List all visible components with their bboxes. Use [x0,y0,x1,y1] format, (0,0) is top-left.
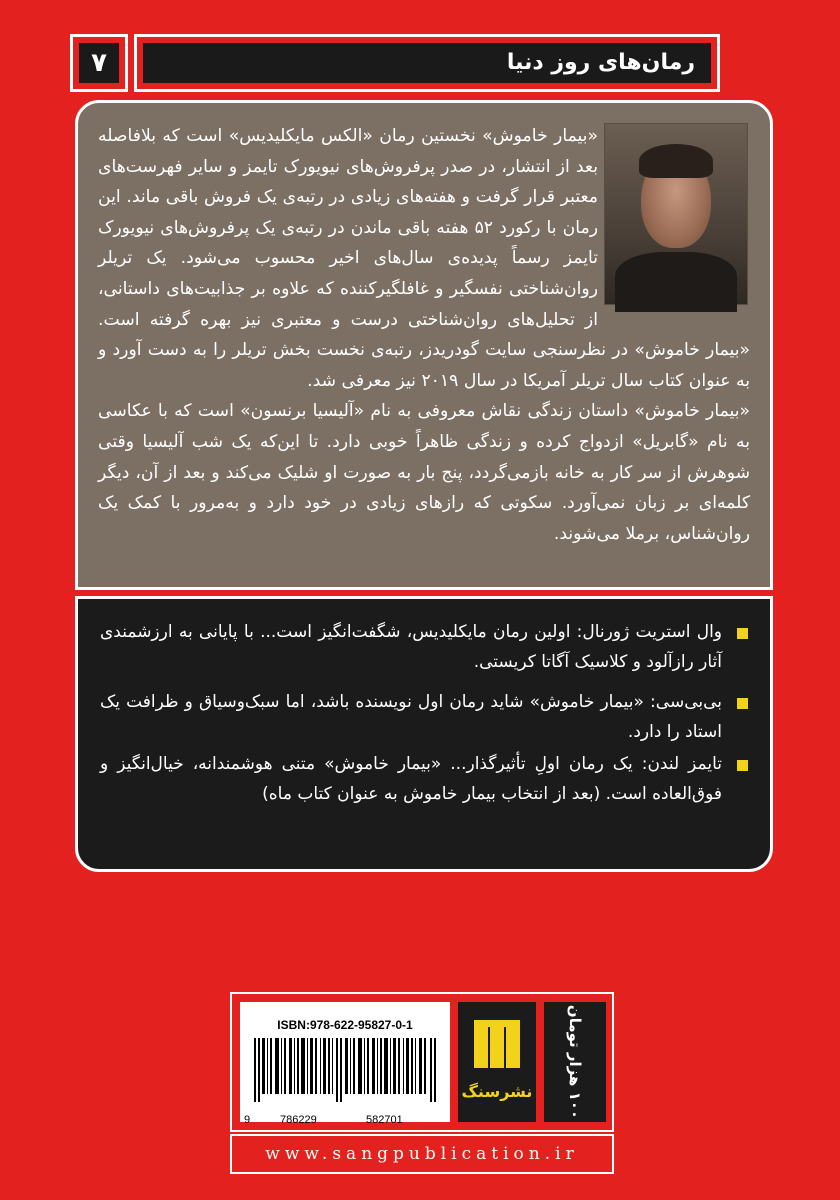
review-text: تایمز لندن: یک رمان اولِ تأثیرگذار... «بیمار خاموش» متنی هوشمندانه، خیال‌انگیز و فوق‌العاده است. (بعد از انتخاب بیمار خاموش به عنوان کتاب ماه) [100,754,722,804]
publisher-logo-icon [472,1018,522,1070]
publisher-logo-box [458,1002,536,1122]
series-number: ۷ [79,43,119,83]
price-text: ۱۰۰ هزار تومان [566,1004,584,1120]
price-box [544,1002,606,1122]
barcode-digits-left: 786229 [280,1114,317,1126]
review-text: وال استریت ژورنال: اولین رمان مایکلیدیس، شگفت‌انگیز است... با پایانی به ارزشمندی آثار رازآلود و کلاسیک آگاتا کریستی. [100,622,722,672]
series-title-box [134,34,720,92]
review-text: بی‌بی‌سی: «بیمار خاموش» شاید رمان اول نویسنده باشد، اما سبک‌وسیاق و ظرافت یک استاد را دارد. [100,692,722,742]
barcode-digit-lead: 9 [244,1114,251,1126]
synopsis-paragraph-1: «بیمار خاموش» نخستین رمان «الکس مایکلیدیس» است که بلافاصله بعد از انتشار، در صدر پرفروش‌های نیویورک تایمز و سایر فهرست‌های معتبر قرار گرفت و هفته‌های زیادی در رتبه‌ی یک فروش باقی ماند. این رمان با رکورد ۵۲ هفته باقی ماندن در رتبه‌ی یک پرفروش‌های نیویورک تایمز رسماً پدیده‌ی سال‌های اخیر محسوب می‌شود. یک تریلر روان‌شناختی نفسگیر و غافلگیرکننده که علاوه بر جذابیت‌های داستانی، از تحلیل‌های روان‌شناختی درست و معتبری نیز بهره گرفته است. «بیمار خاموش» در نظرسنجی سایت گودریدز، رتبه‌ی نخست بخش تریلر را به دست آورد و به عنوان کتاب سال تریلر آمریکا در سال ۲۰۱۹ نیز معرفی شد. [98,126,750,391]
website-box [230,1134,614,1174]
yellow-square-bullet-icon [737,760,748,771]
isbn-label: ISBN:978-622-95827-0-1 [277,1018,413,1032]
website-url: www.sangpublication.ir [265,1144,579,1164]
synopsis-panel [75,100,773,590]
yellow-square-bullet-icon [737,628,748,639]
synopsis-text [98,121,750,549]
series-title: رمان‌های روز دنیا [143,43,711,83]
barcode [240,1002,450,1126]
barcode-bars-icon [254,1038,436,1102]
review-item [100,617,748,677]
barcode-digits-right: 582701 [366,1114,403,1126]
review-item [100,749,748,809]
series-number-box [70,34,128,92]
publisher-name: نشرسنگ [461,1082,533,1101]
reviews-panel [75,596,773,872]
synopsis-paragraph-2: «بیمار خاموش» داستان زندگی نقاش معروفی به نام «آلیسیا برنسون» است که با عکاسی به نام «گابریل» ازدواج کرده و زندگی ظاهراً خوبی دارد. تا این‌که یک شب آلیسیا وقتی شوهرش از سر کار به خانه بازمی‌گردد، پنج بار به صورت او شلیک می‌کند و بعد از آن، دیگر کلمه‌ای بر زبان نمی‌آورد. سکوتی که رازهای زیادی در خود دارد و به‌مرور با کمک یک روان‌شناس، برملا می‌شوند. [98,401,750,544]
yellow-square-bullet-icon [737,698,748,709]
book-info-box [230,992,614,1132]
review-item [100,687,748,747]
